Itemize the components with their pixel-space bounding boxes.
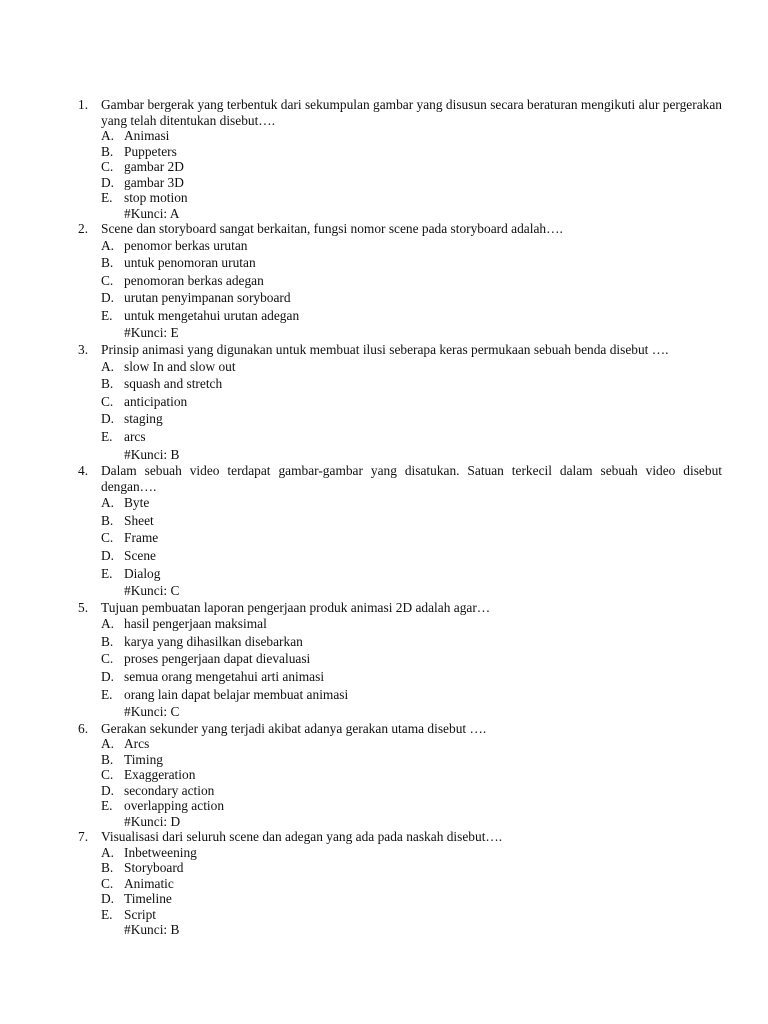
question-number: 5. [78,599,89,615]
option-list [101,736,722,814]
option-text: stop motion [124,190,188,205]
option-d [101,891,722,907]
question-text: Scene dan storyboard sangat berkaitan, fungsi nomor scene pada storyboard adalah…. [101,221,563,236]
answer-key: #Kunci: E [124,325,179,341]
option-text: penomor berkas urutan [124,237,248,253]
option-letter: B. [101,255,114,271]
option-letter: D. [101,290,115,306]
question-text: Gambar bergerak yang terbentuk dari sekumpulan gambar yang disusun secara beraturan mengikuti alur pergerakan yang telah ditentukan disebut…. [101,97,722,128]
option-letter: E. [101,906,113,922]
option-e [101,798,722,814]
option-text: semua orang mengetahui arti animasi [124,668,325,684]
question-number: 2. [78,221,89,236]
option-list [101,845,722,923]
option-text: gambar 2D [124,159,184,174]
question-number: 4. [78,463,89,479]
option-letter: D. [101,547,115,563]
answer-key: #Kunci: C [124,704,180,720]
question-2 [78,221,722,342]
answer-key: #Kunci: D [124,813,181,829]
option-c [101,876,722,892]
option-text: squash and stretch [124,376,223,392]
option-text: untuk penomoran urutan [124,255,256,271]
option-text: Frame [124,530,159,546]
question-1 [78,97,722,221]
option-list [101,358,722,446]
option-d [101,289,722,307]
option-letter: C. [101,530,114,546]
option-letter: D. [101,782,115,798]
option-e [101,565,722,583]
option-text: slow In and slow out [124,358,236,374]
option-letter: C. [101,651,114,667]
question-3 [78,342,722,463]
option-b [101,375,722,393]
option-letter: A. [101,358,115,374]
question-number: 3. [78,342,89,358]
option-letter: E. [101,686,113,702]
option-c [101,650,722,668]
option-letter: E. [101,565,113,581]
option-c [101,272,722,290]
option-list [101,128,722,206]
option-text: staging [124,411,163,427]
option-c [101,529,722,547]
option-text: Script [124,906,156,922]
question-text: Gerakan sekunder yang terjadi akibat adanya gerakan utama disebut …. [101,720,487,736]
option-text: penomoran berkas adegan [124,272,264,288]
option-a [101,494,722,512]
option-letter: D. [101,174,115,190]
option-letter: C. [101,272,114,288]
option-letter: A. [101,237,115,253]
option-a [101,845,722,861]
option-text: overlapping action [124,798,225,814]
question-6 [78,721,722,830]
option-a [101,736,722,752]
answer-key: #Kunci: A [124,205,180,221]
option-letter: C. [101,767,114,783]
option-b [101,512,722,530]
quiz-document [78,97,722,938]
option-letter: B. [101,633,114,649]
option-c [101,393,722,411]
option-letter: A. [101,616,115,632]
question-number: 6. [78,720,89,736]
option-letter: A. [101,736,115,752]
option-d [101,547,722,565]
option-text: Timing [124,751,163,767]
option-a [101,237,722,255]
option-text: Storyboard [124,860,184,876]
option-d [101,668,722,686]
option-c [101,767,722,783]
option-letter: B. [101,143,114,159]
option-text: urutan penyimpanan soryboard [124,290,291,306]
option-text: Scene [124,547,156,563]
option-letter: D. [101,668,115,684]
question-number: 7. [78,829,89,845]
option-a [101,128,722,144]
option-letter: E. [101,190,113,205]
option-letter: B. [101,751,114,767]
option-letter: A. [101,128,115,143]
question-4 [78,463,722,600]
option-list [101,615,722,703]
option-text: Byte [124,495,150,511]
option-text: arcs [124,428,146,444]
answer-key: #Kunci: B [124,922,180,938]
option-text: Animatic [124,875,174,891]
option-letter: C. [101,875,114,891]
option-e [101,428,722,446]
option-text: Puppeters [124,143,177,159]
option-text: Exaggeration [124,767,196,783]
option-letter: D. [101,891,115,907]
option-text: Arcs [124,736,150,752]
option-text: hasil pengerjaan maksimal [124,616,267,632]
option-d [101,410,722,428]
option-text: Sheet [124,512,154,528]
option-letter: C. [101,393,114,409]
option-text: Dialog [124,565,161,581]
option-text: Inbetweening [124,844,197,860]
option-b [101,254,722,272]
option-letter: E. [101,798,113,814]
option-b [101,633,722,651]
option-text: Animasi [124,128,170,143]
option-a [101,615,722,633]
option-letter: B. [101,512,114,528]
option-letter: B. [101,376,114,392]
option-list [101,237,722,325]
option-letter: B. [101,860,114,876]
option-e [101,907,722,923]
option-letter: E. [101,428,113,444]
option-d [101,783,722,799]
option-e [101,307,722,325]
option-a [101,358,722,376]
option-d [101,175,722,191]
question-text: Dalam sebuah video terdapat gambar-gambar yang disatukan. Satuan terkecil dalam sebuah video disebut dengan…. [101,463,722,494]
option-text: gambar 3D [124,174,184,190]
option-letter: A. [101,844,115,860]
option-letter: C. [101,159,114,174]
option-text: orang lain dapat belajar membuat animasi [124,686,349,702]
option-text: untuk mengetahui urutan adegan [124,307,300,323]
option-text: proses pengerjaan dapat dievaluasi [124,651,311,667]
option-letter: A. [101,495,115,511]
option-text: anticipation [124,393,188,409]
question-7 [78,829,722,938]
question-text: Prinsip animasi yang digunakan untuk membuat ilusi seberapa keras permukaan sebuah benda disebut …. [101,342,669,358]
option-letter: D. [101,411,115,427]
option-b [101,860,722,876]
option-e [101,686,722,704]
option-list [101,494,722,582]
option-b [101,144,722,160]
option-text: secondary action [124,782,215,798]
option-text: Timeline [124,891,172,907]
option-b [101,752,722,768]
option-e [101,190,722,206]
option-c [101,159,722,175]
answer-key: #Kunci: C [124,583,180,599]
question-text: Visualisasi dari seluruh scene dan adegan yang ada pada naskah disebut…. [101,829,503,845]
option-text: karya yang dihasilkan disebarkan [124,633,303,649]
option-letter: E. [101,307,113,323]
question-text: Tujuan pembuatan laporan pengerjaan produk animasi 2D adalah agar… [101,599,491,615]
question-5 [78,600,722,721]
question-number: 1. [78,97,89,112]
answer-key: #Kunci: B [124,446,180,462]
